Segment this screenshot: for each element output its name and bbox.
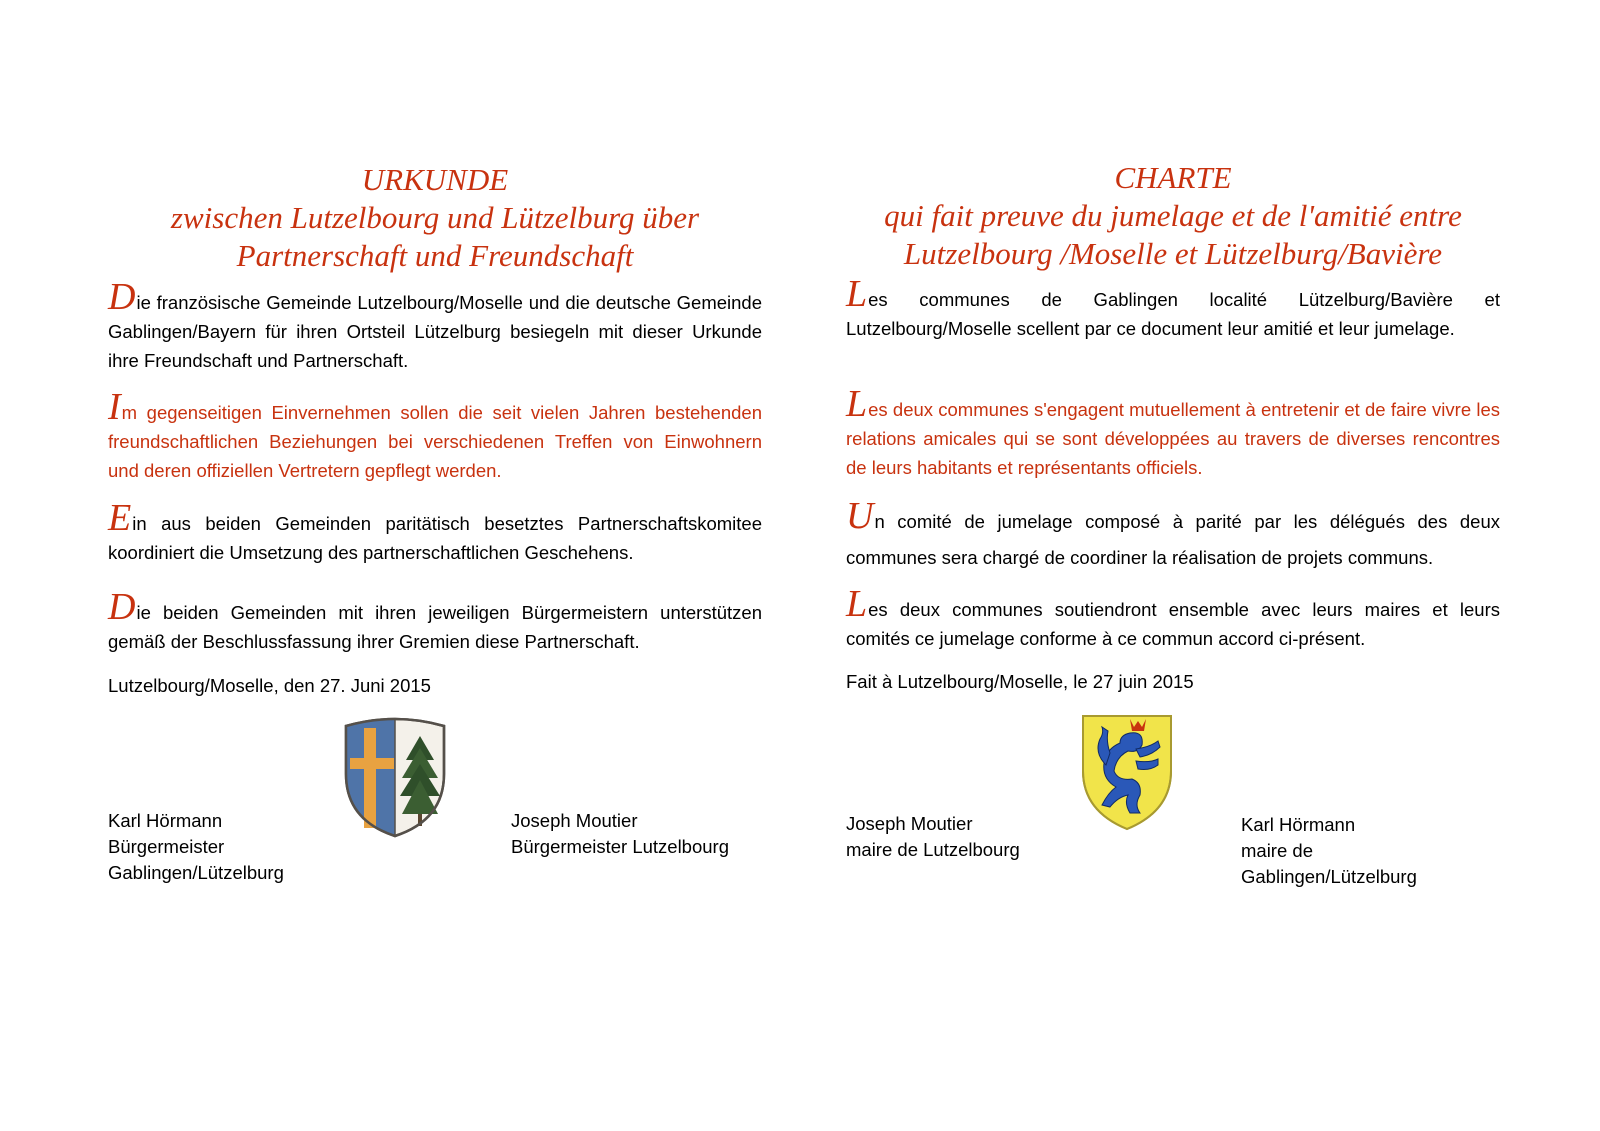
paragraph-text: es deux communes soutiendront ensemble avec leurs maires et leurs comités ce jumelage conforme à ce commun accord ci-présent. — [846, 599, 1500, 649]
signatory-name: Karl Hörmann — [108, 810, 223, 831]
gablingen-coat-of-arms-icon — [342, 716, 448, 838]
signatory-role: maire de — [1241, 840, 1313, 861]
french-signatory-left — [846, 811, 1020, 863]
drop-cap: D — [108, 276, 136, 318]
german-paragraph-4 — [108, 586, 762, 656]
drop-cap: U — [846, 495, 874, 537]
german-subtitle-line2: Partnerschaft und Freundschaft — [236, 238, 634, 273]
paragraph-text: ie französische Gemeinde Lutzelbourg/Moselle und die deutsche Gemeinde Gablingen/Bayern für ihren Ortsteil Lützelburg besiegeln mit dieser Urkunde ihre Freundschaft und Partnerschaft. — [108, 292, 762, 371]
signatory-name: Joseph Moutier — [846, 813, 973, 834]
paragraph-text: es communes de Gablingen localité Lützelburg/Bavière et Lutzelbourg/Moselle scellent par ce document leur amitié et leur jumelage. — [846, 289, 1500, 339]
german-signatory-left — [108, 808, 284, 886]
french-paragraph-2 — [846, 383, 1500, 482]
signatory-place: Gablingen/Lützelburg — [1241, 866, 1417, 887]
lutzelbourg-coat-of-arms-icon — [1080, 713, 1174, 831]
signatory-name: Joseph Moutier — [511, 810, 638, 831]
german-paragraph-1 — [108, 276, 762, 375]
signatory-name: Karl Hörmann — [1241, 814, 1356, 835]
paragraph-text: ie beiden Gemeinden mit ihren jeweiligen Bürgermeistern unterstützen gemäß der Beschlussfassung ihrer Gremien diese Partnerschaft. — [108, 602, 762, 652]
drop-cap: L — [846, 583, 868, 625]
paragraph-text: n comité de jumelage composé à parité par les délégués des deux communes sera chargé de coordiner la réalisation de projets communs. — [846, 511, 1500, 568]
french-paragraph-3 — [846, 495, 1500, 576]
drop-cap: L — [846, 273, 868, 315]
german-paragraph-3 — [108, 497, 762, 567]
signatory-role: Bürgermeister Lutzelbourg — [511, 836, 729, 857]
paragraph-text: es deux communes s'engagent mutuellement à entretenir et de faire vivre les relations amicales qui se sont développées au travers de diverses rencontres de leurs habitants et représentants officiels. — [846, 399, 1500, 478]
german-subtitle-line1: zwischen Lutzelbourg und Lützelburg über — [170, 200, 700, 235]
german-signatory-right — [511, 808, 729, 860]
french-title: CHARTE — [1114, 160, 1232, 195]
drop-cap: E — [108, 497, 132, 539]
german-dateline: Lutzelbourg/Moselle, den 27. Juni 2015 — [108, 675, 431, 696]
signatory-role: maire de Lutzelbourg — [846, 839, 1020, 860]
french-signatory-right — [1241, 812, 1417, 890]
signatory-place: Gablingen/Lützelburg — [108, 862, 284, 883]
german-paragraph-2 — [108, 386, 762, 485]
german-title: URKUNDE — [361, 162, 509, 197]
paragraph-text: in aus beiden Gemeinden paritätisch besetztes Partnerschaftskomitee koordiniert die Umsetzung des partnerschaftlichen Geschehens. — [108, 513, 762, 563]
paragraph-text: m gegenseitigen Einvernehmen sollen die seit vielen Jahren bestehenden freundschaftlichen Beziehungen bei verschiedenen Treffen von Einwohnern und deren offiziellen Vertretern gepflegt werden. — [108, 402, 762, 481]
french-subtitle-line2: Lutzelbourg /Moselle et Lützelburg/Bavière — [903, 236, 1443, 271]
drop-cap: L — [846, 383, 868, 425]
french-dateline: Fait à Lutzelbourg/Moselle, le 27 juin 2015 — [846, 671, 1194, 692]
french-paragraph-1 — [846, 273, 1500, 343]
french-subtitle-line1: qui fait preuve du jumelage et de l'amitié entre — [884, 198, 1462, 233]
drop-cap: D — [108, 586, 136, 628]
signatory-role: Bürgermeister — [108, 836, 225, 857]
french-paragraph-4 — [846, 583, 1500, 653]
drop-cap: I — [108, 386, 121, 428]
